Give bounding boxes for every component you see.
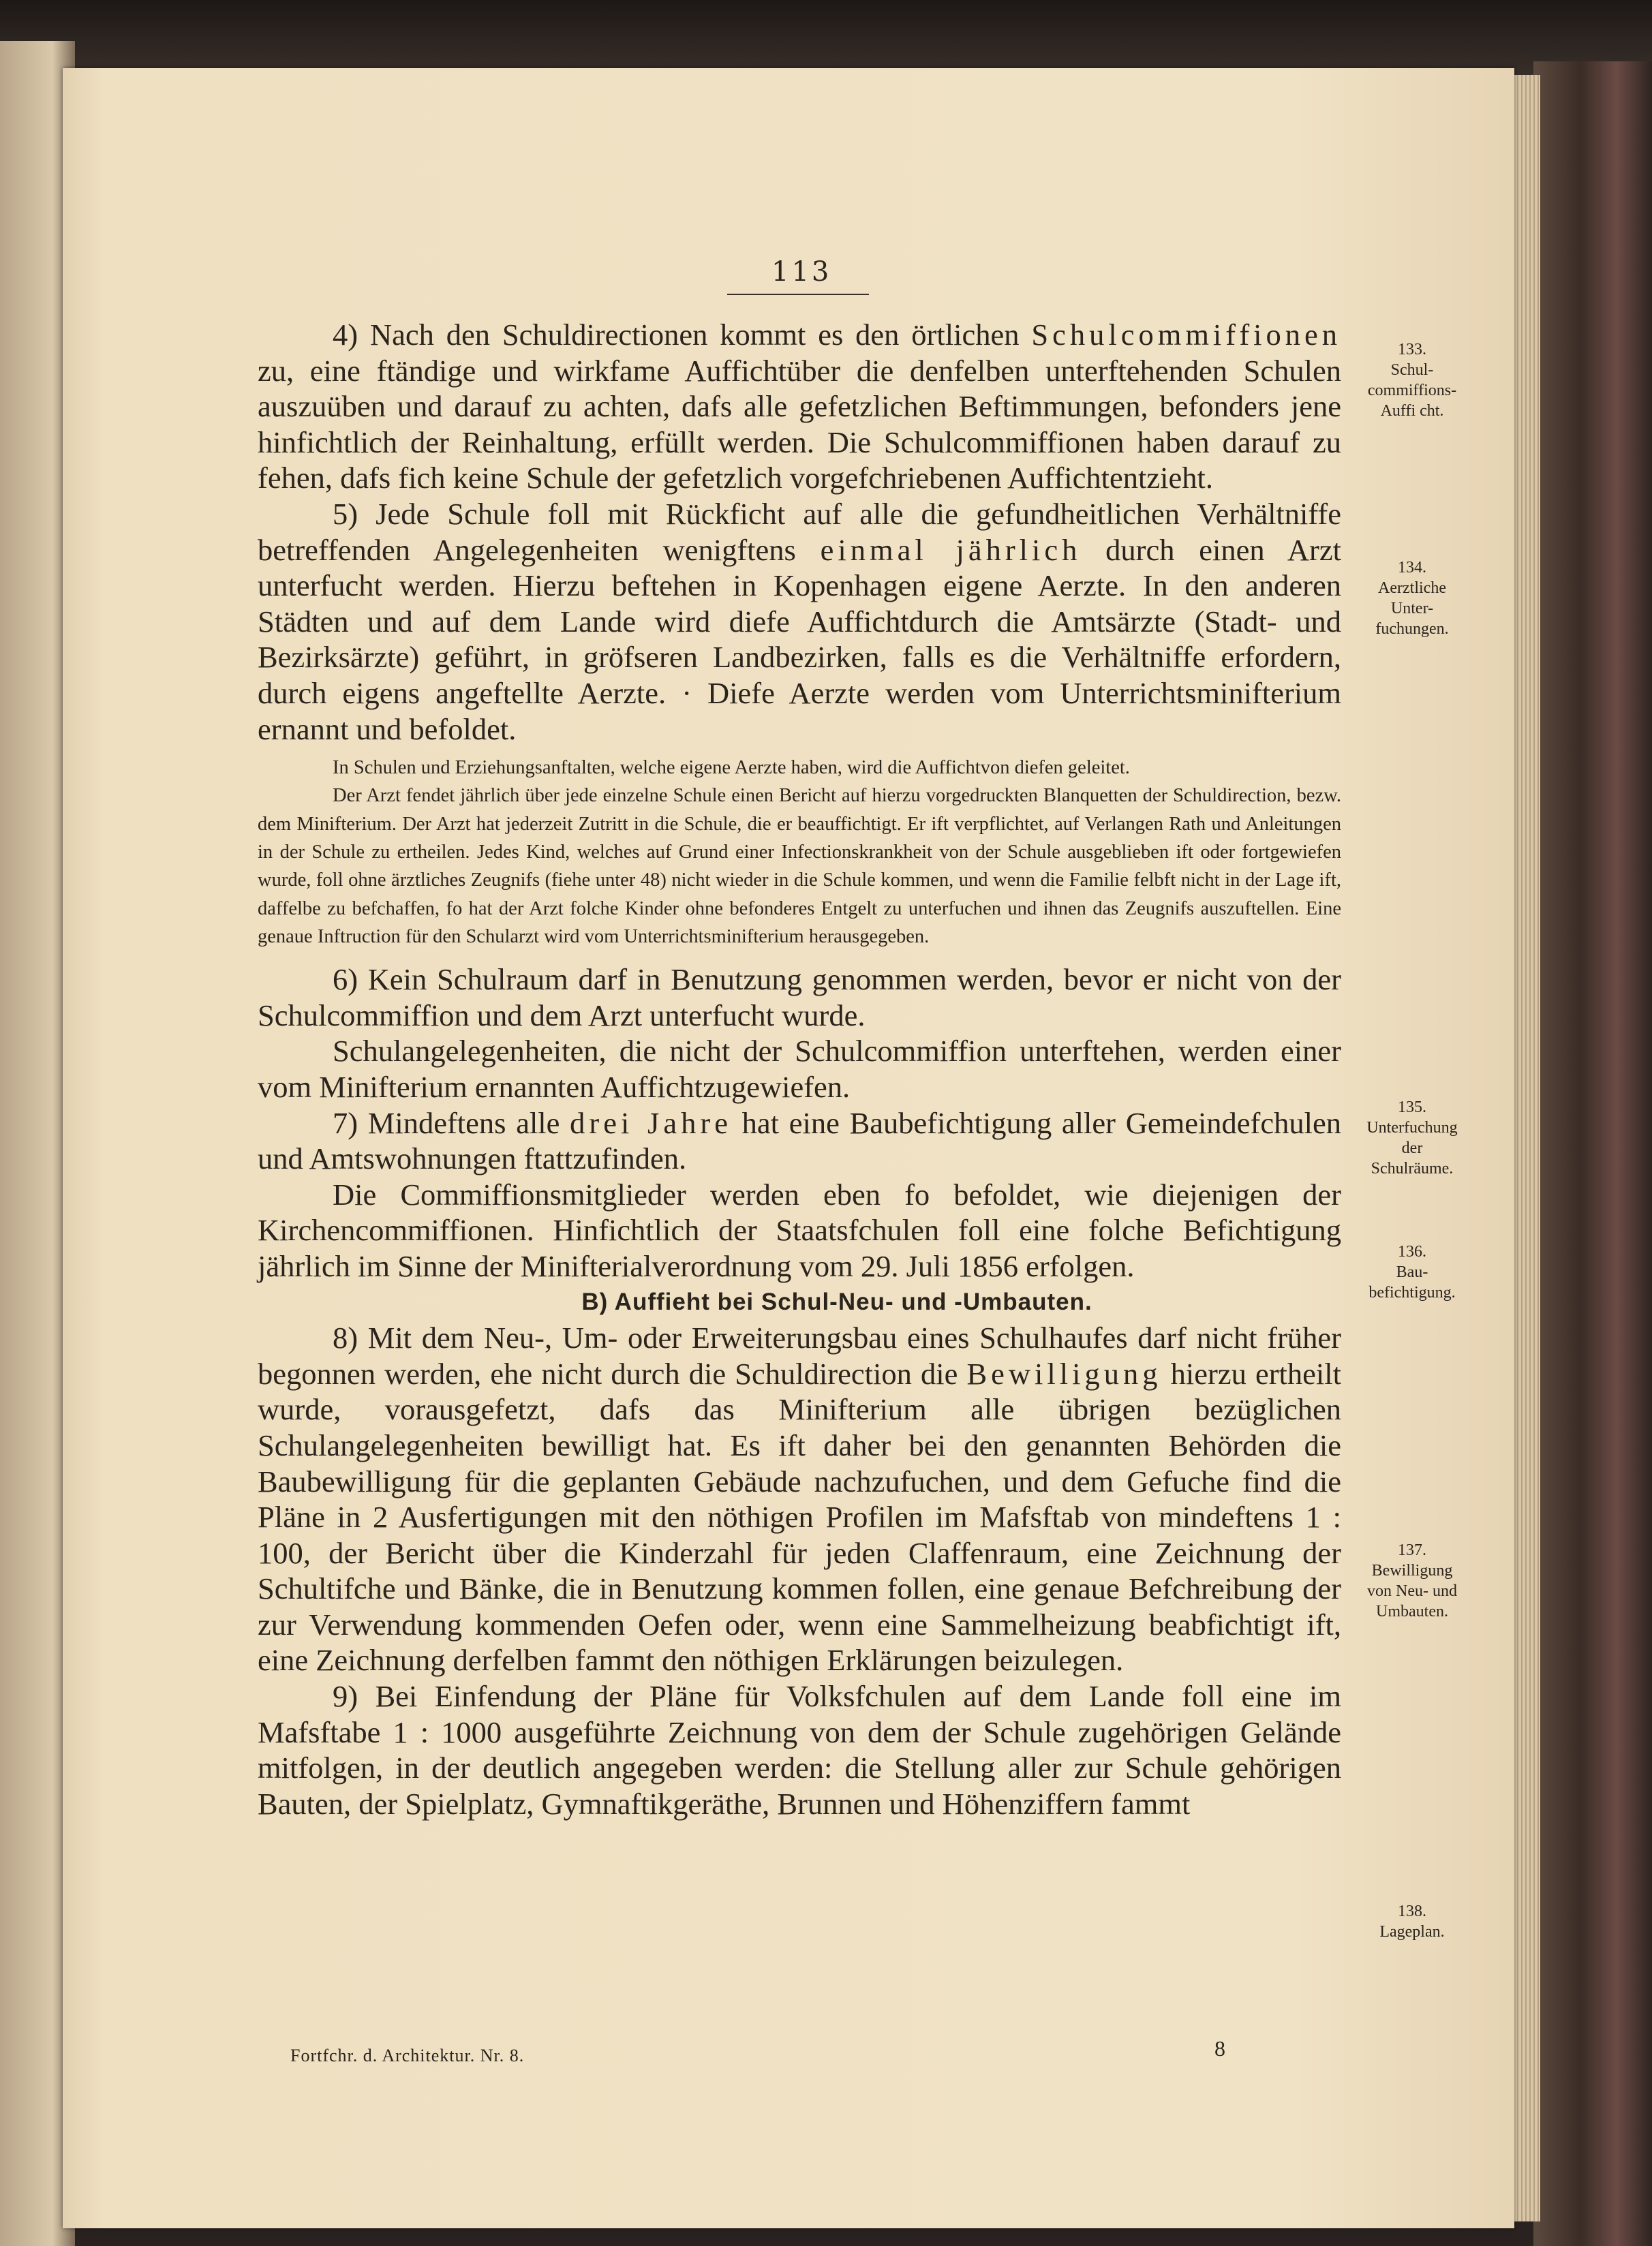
margin-note-number: 137. [1398, 1541, 1426, 1559]
small-print-paragraph: In Schulen und Erziehungsanftalten, welche eigene Aerzte haben, wird die Auffichtvon diefen geleitet. [333, 757, 1130, 779]
paragraphs-block [258, 317, 1341, 747]
small-print-paragraph: Der Arzt fendet jährlich über jede einzelne Schule einen Bericht auf hierzu vorgedruckten Blanquetten der Schuldirection, bezw. dem Minifterium. Der Arzt hat jederzeit Zutritt in die Schule, die er beauffichtigt. Er ift verpflichtet, auf Verlangen Rath und Anleitungen in der Schule zu ertheilen. Jedes Kind, welches auf Grund einer Infectionskrankheit von der Schule ausgeblieben ift oder fortgewiefen wurde, foll ohne ärztliches Zeugnifs (fiehe unter 48) nicht wieder in die Schule kommen, und wenn die Familie felbft nicht in der Lage ift, daffelbe zu befchaffen, fo hat der Arzt folche Kinder ohne befonderes Entgelt zu unterfuchen und ihnen das Zeugnifs auszuftellen. Eine genaue Inftruction für den Schularzt wird vom Unterrichtsminifterium herausgegeben. [258, 785, 1341, 947]
margin-note-number: 134. [1398, 559, 1426, 576]
margin-note [1344, 1540, 1480, 1622]
paragraph-text: Die Commiffionsmitglieder werden eben fo befoldet, wie diejenigen der Kirchencommiffionen. Hinfichtlich der Staatsfchulen foll eine folche Befichtigung jährlich im Sinne der Minifterialverordnung vom 29. Juli 1856 erfolgen. [258, 1177, 1341, 1283]
spaced-emphasis: Schulcommiffionen [1031, 318, 1341, 352]
margin-note-number: 135. [1398, 1098, 1426, 1116]
margin-note-line: von Neu- und [1367, 1582, 1457, 1600]
paragraphs-block [258, 1320, 1341, 1821]
footer-sheet-number: 8 [1214, 2036, 1225, 2061]
paragraph-text: 5) Jede Schule foll mit Rückficht auf alle die gefundheitlichen Verhältniffe betreffenden Angelegenheiten wenigftens [258, 496, 1341, 567]
margin-note-number: 138. [1398, 1903, 1426, 1920]
book-cover-edge [1533, 61, 1652, 2246]
paragraph [258, 496, 1341, 747]
margin-note-line: Umbauten. [1376, 1603, 1448, 1620]
margin-note-line: Schul- [1390, 361, 1434, 379]
page-number-rule [727, 294, 869, 295]
margin-note-line: Unter- [1390, 600, 1434, 617]
footer-signature: Fortfchr. d. Architektur. Nr. 8. [290, 2046, 525, 2065]
margin-note-line: Schulräume. [1371, 1160, 1454, 1178]
paragraph-text: 9) Bei Einfendung der Pläne für Volksfchulen auf dem Lande foll eine im Mafsftabe 1 : 1000 ausgeführte Zeichnung von dem der Schule zugehörigen Gelände mitfolgen, in der deutlich angegeben werden: die Stellung aller zur Schule gehörigen Bauten, der Spielplatz, Gymnaftikgeräthe, Brunnen und Höhenziffern fammt [258, 1679, 1341, 1821]
paragraph-text: hat eine Baubefichtigung aller Gemeindefchulen und Amtswohnungen ftattzufinden. [258, 1105, 1341, 1176]
margin-note-line: Bau- [1396, 1263, 1428, 1281]
book-page [63, 68, 1514, 2228]
paragraph [258, 317, 1341, 496]
page-number: 113 [771, 256, 832, 288]
paragraphs-block [258, 962, 1341, 1284]
margin-note-line: Bewilligung [1371, 1562, 1453, 1580]
margin-note-line: Auffi cht. [1380, 402, 1444, 420]
paragraph [258, 1678, 1341, 1821]
margin-note-line: der [1401, 1139, 1423, 1157]
paragraph-text: 7) Mindeftens alle [333, 1105, 570, 1140]
paragraph-text: 4) Nach den Schuldirectionen kommt es den örtlichen [333, 318, 1032, 352]
paragraph [258, 1033, 1341, 1105]
margin-note-line: fuchungen. [1375, 620, 1449, 638]
margin-note-line: Lageplan. [1379, 1923, 1445, 1941]
margin-note-number: 136. [1398, 1243, 1426, 1261]
main-text [258, 317, 1341, 1821]
spaced-emphasis: einmal jährlich [820, 532, 1082, 567]
small-print-block [258, 754, 1341, 951]
paragraph [258, 1105, 1341, 1177]
margin-note-number: 133. [1398, 341, 1426, 358]
spaced-emphasis: drei Jahre [570, 1105, 732, 1140]
margin-note-line: Aerztliche [1378, 579, 1446, 597]
margin-note [1344, 1097, 1480, 1179]
paragraph-text: durch einen Arzt unterfucht werden. Hierzu beftehen in Kopenhagen eigene Aerzte. In den anderen Städten und auf dem Lande wird diefe Auffichtdurch die Amtsärzte (Stadt- und Bezirksärzte) geführt, in gröfseren Landbezirken, falls es die Verhältniffe erfordern, durch eigens angeftellte Aerzte. · Diefe Aerzte werden vom Unterrichtsminifterium ernannt und befoldet. [258, 532, 1341, 746]
spaced-emphasis: Bewilligung [966, 1356, 1162, 1391]
paragraph [258, 1320, 1341, 1678]
margin-note-line: Unterfuchung [1366, 1119, 1458, 1137]
margin-note [1344, 557, 1480, 639]
paragraph-text: hierzu ertheilt wurde, vorausgefetzt, dafs das Minifterium alle übrigen bezüglichen Schulangelegenheiten bewilligt hat. Es ift daher bei den genannten Behörden die Baubewilligung für die geplanten Gebäude nachzufuchen, und dem Gefuche find die Pläne in 2 Ausfertigungen mit den nöthigen Profilen im Mafsftab von mindeftens 1 : 100, der Bericht über die Kinderzahl für jeden Claffenraum, eine Zeichnung der Schultifche und Bänke, die in Benutzung kommen follen, eine genaue Befchreibung der zur Verwendung kommenden Oefen oder, wenn eine Sammelheizung beabfichtigt ift, eine Zeichnung derfelben fammt den nöthigen Erklärungen beizulegen. [258, 1356, 1341, 1678]
paragraph-text: Schulangelegenheiten, die nicht der Schulcommiffion unterftehen, werden einer vom Minifterium ernannten Auffichtzugewiefen. [258, 1034, 1341, 1104]
section-heading: B) Auffieht bei Schul-Neu- und -Umbauten. [581, 1288, 1092, 1315]
margin-note [1344, 1901, 1480, 1942]
paragraph [258, 1177, 1341, 1284]
margin-note-line: befichtigung. [1368, 1284, 1456, 1302]
paragraph [258, 962, 1341, 1033]
margin-note [1344, 1242, 1480, 1303]
paragraph-text: 6) Kein Schulraum darf in Benutzung genommen werden, bevor er nicht von der Schulcommiffion und dem Arzt unterfucht wurde. [258, 962, 1341, 1032]
margin-note-line: commiffions- [1367, 382, 1457, 399]
paragraph-text: 8) Mit dem Neu-, Um- oder Erweiterungsbau eines Schulhaufes darf nicht früher begonnen werden, ehe nicht durch die Schuldirection die [258, 1321, 1341, 1391]
paragraph-text: zu, eine ftändige und wirkfame Auffichtüber die denfelben unterftehenden Schulen auszuüben und darauf zu achten, dafs alle gefetzlichen Beftimmungen, befonders jene hinfichtlich der Reinhaltung, erfüllt werden. Die Schulcommiffionen haben darauf zu fehen, dafs fich keine Schule der gefetzlich vorgefchriebenen Auffichtentzieht. [258, 353, 1341, 495]
margin-note [1344, 339, 1480, 421]
